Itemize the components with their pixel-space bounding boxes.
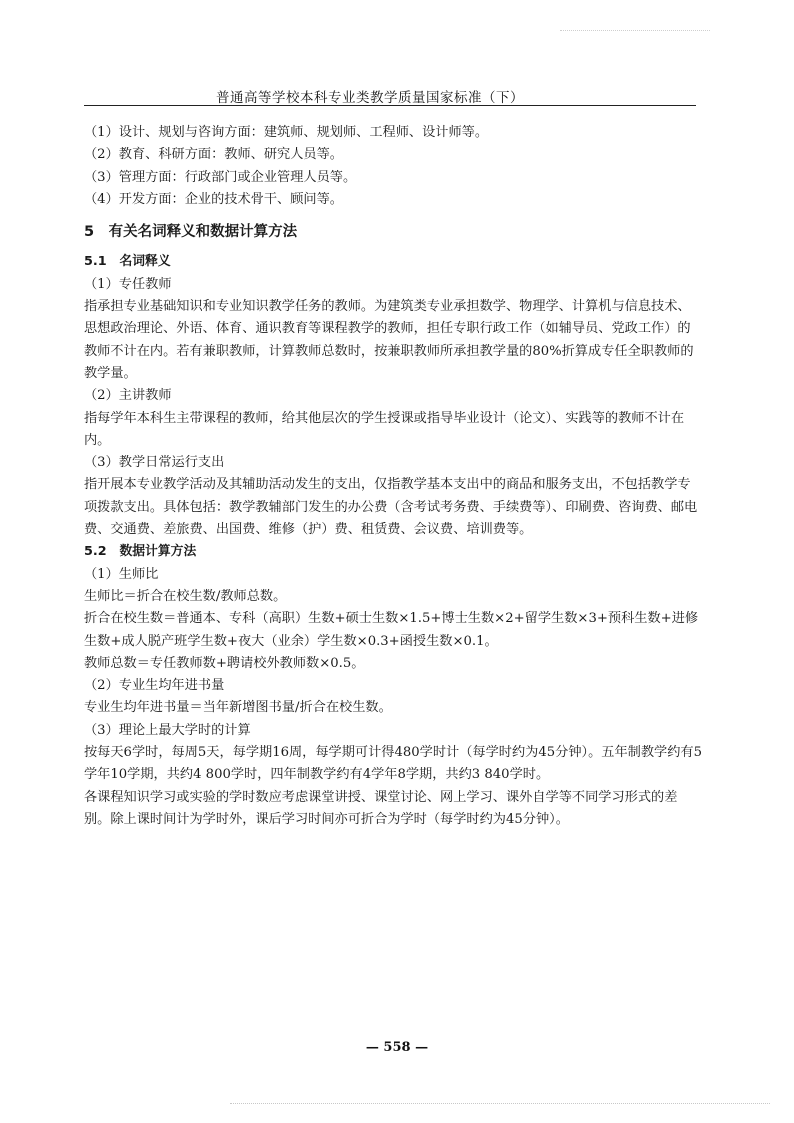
calc-title: （3）理论上最大学时的计算 <box>84 722 251 738</box>
term-body: 指每学年本科生主带课程的教师，给其他层次的学生授课或指导毕业设计（论文）、实践等的教师不计在内。 <box>84 410 685 448</box>
term-title: （2）主讲教师 <box>84 388 172 404</box>
section-heading: 5 有关名词释义和数据计算方法 <box>84 224 298 241</box>
list-item: （1）设计、规划与咨询方面：建筑师、规划师、工程师、设计师等。 <box>84 125 489 140</box>
running-header: 普通高等学校本科专业类教学质量国家标准（下） <box>216 90 524 106</box>
page-content <box>84 122 702 831</box>
formula: 教师总数＝专任教师数+聘请校外教师数×0.5。 <box>84 655 365 671</box>
term-body: 指承担专业基础知识和专业知识教学任务的教师。为建筑类专业承担数学、物理学、计算机与信息技术、思想政治理论、外语、体育、通识教育等课程教学的教师，担任专职行政工作（如辅导员、党政工作）的教师不计在内。若有兼职教师，计算教师总数时，按兼职教师所承担教学量的80%折算成专任全职教师的教学量。 <box>84 299 694 381</box>
calc-title: （2）专业生均年进书量 <box>84 678 225 694</box>
page-number: — 558 — <box>365 1040 429 1055</box>
list-item: （2）教育、科研方面：教师、研究人员等。 <box>84 147 343 163</box>
formula: 生师比＝折合在校生数/教师总数。 <box>84 588 287 604</box>
formula: 折合在校生数＝普通本、专科（高职）生数+硕士生数×1.5+博士生数×2+留学生数×3+预科生数+进修生数+成人脱产班学生数+夜大（业余）学生数×0.3+函授生数×0.1。 <box>84 611 699 649</box>
scan-artifact-bottom <box>230 1103 770 1106</box>
scan-artifact-top <box>560 30 710 33</box>
list-item: （4）开发方面：企业的技术骨干、顾问等。 <box>84 191 343 207</box>
term-title: （3）教学日常运行支出 <box>84 455 225 471</box>
calc-title: （1）生师比 <box>84 566 159 582</box>
subsection-heading: 5.1 名词释义 <box>84 254 171 270</box>
calc-body: 各课程知识学习或实验的学时数应考虑课堂讲授、课堂讨论、网上学习、课外自学等不同学习形式的差别。除上课时间计为学时外，课后学习时间亦可折合为学时（每学时约为45分钟）。 <box>84 789 678 827</box>
formula: 专业生均年进书量＝当年新增图书量/折合在校生数。 <box>84 700 392 716</box>
term-title: （1）专任教师 <box>84 276 172 292</box>
term-body: 指开展本专业教学活动及其辅助活动发生的支出，仅指教学基本支出中的商品和服务支出，不包括教学专项拨款支出。具体包括：教学教辅部门发生的办公费（含考试考务费、手续费等）、印刷费、咨询费、邮电费、交通费、差旅费、出国费、维修（护）费、租赁费、会议费、培训费等。 <box>84 477 698 538</box>
calc-body: 按每天6学时，每周5天，每学期16周，每学期可计得480学时计（每学时约为45分钟）。五年制教学约有5学年10学期，共约4 800学时，四年制教学约有4学年8学期，共约3 840学时。 <box>84 745 702 783</box>
subsection-heading: 5.2 数据计算方法 <box>84 544 197 560</box>
list-item: （3）管理方面：行政部门或企业管理人员等。 <box>84 169 357 185</box>
header-rule <box>84 105 696 106</box>
